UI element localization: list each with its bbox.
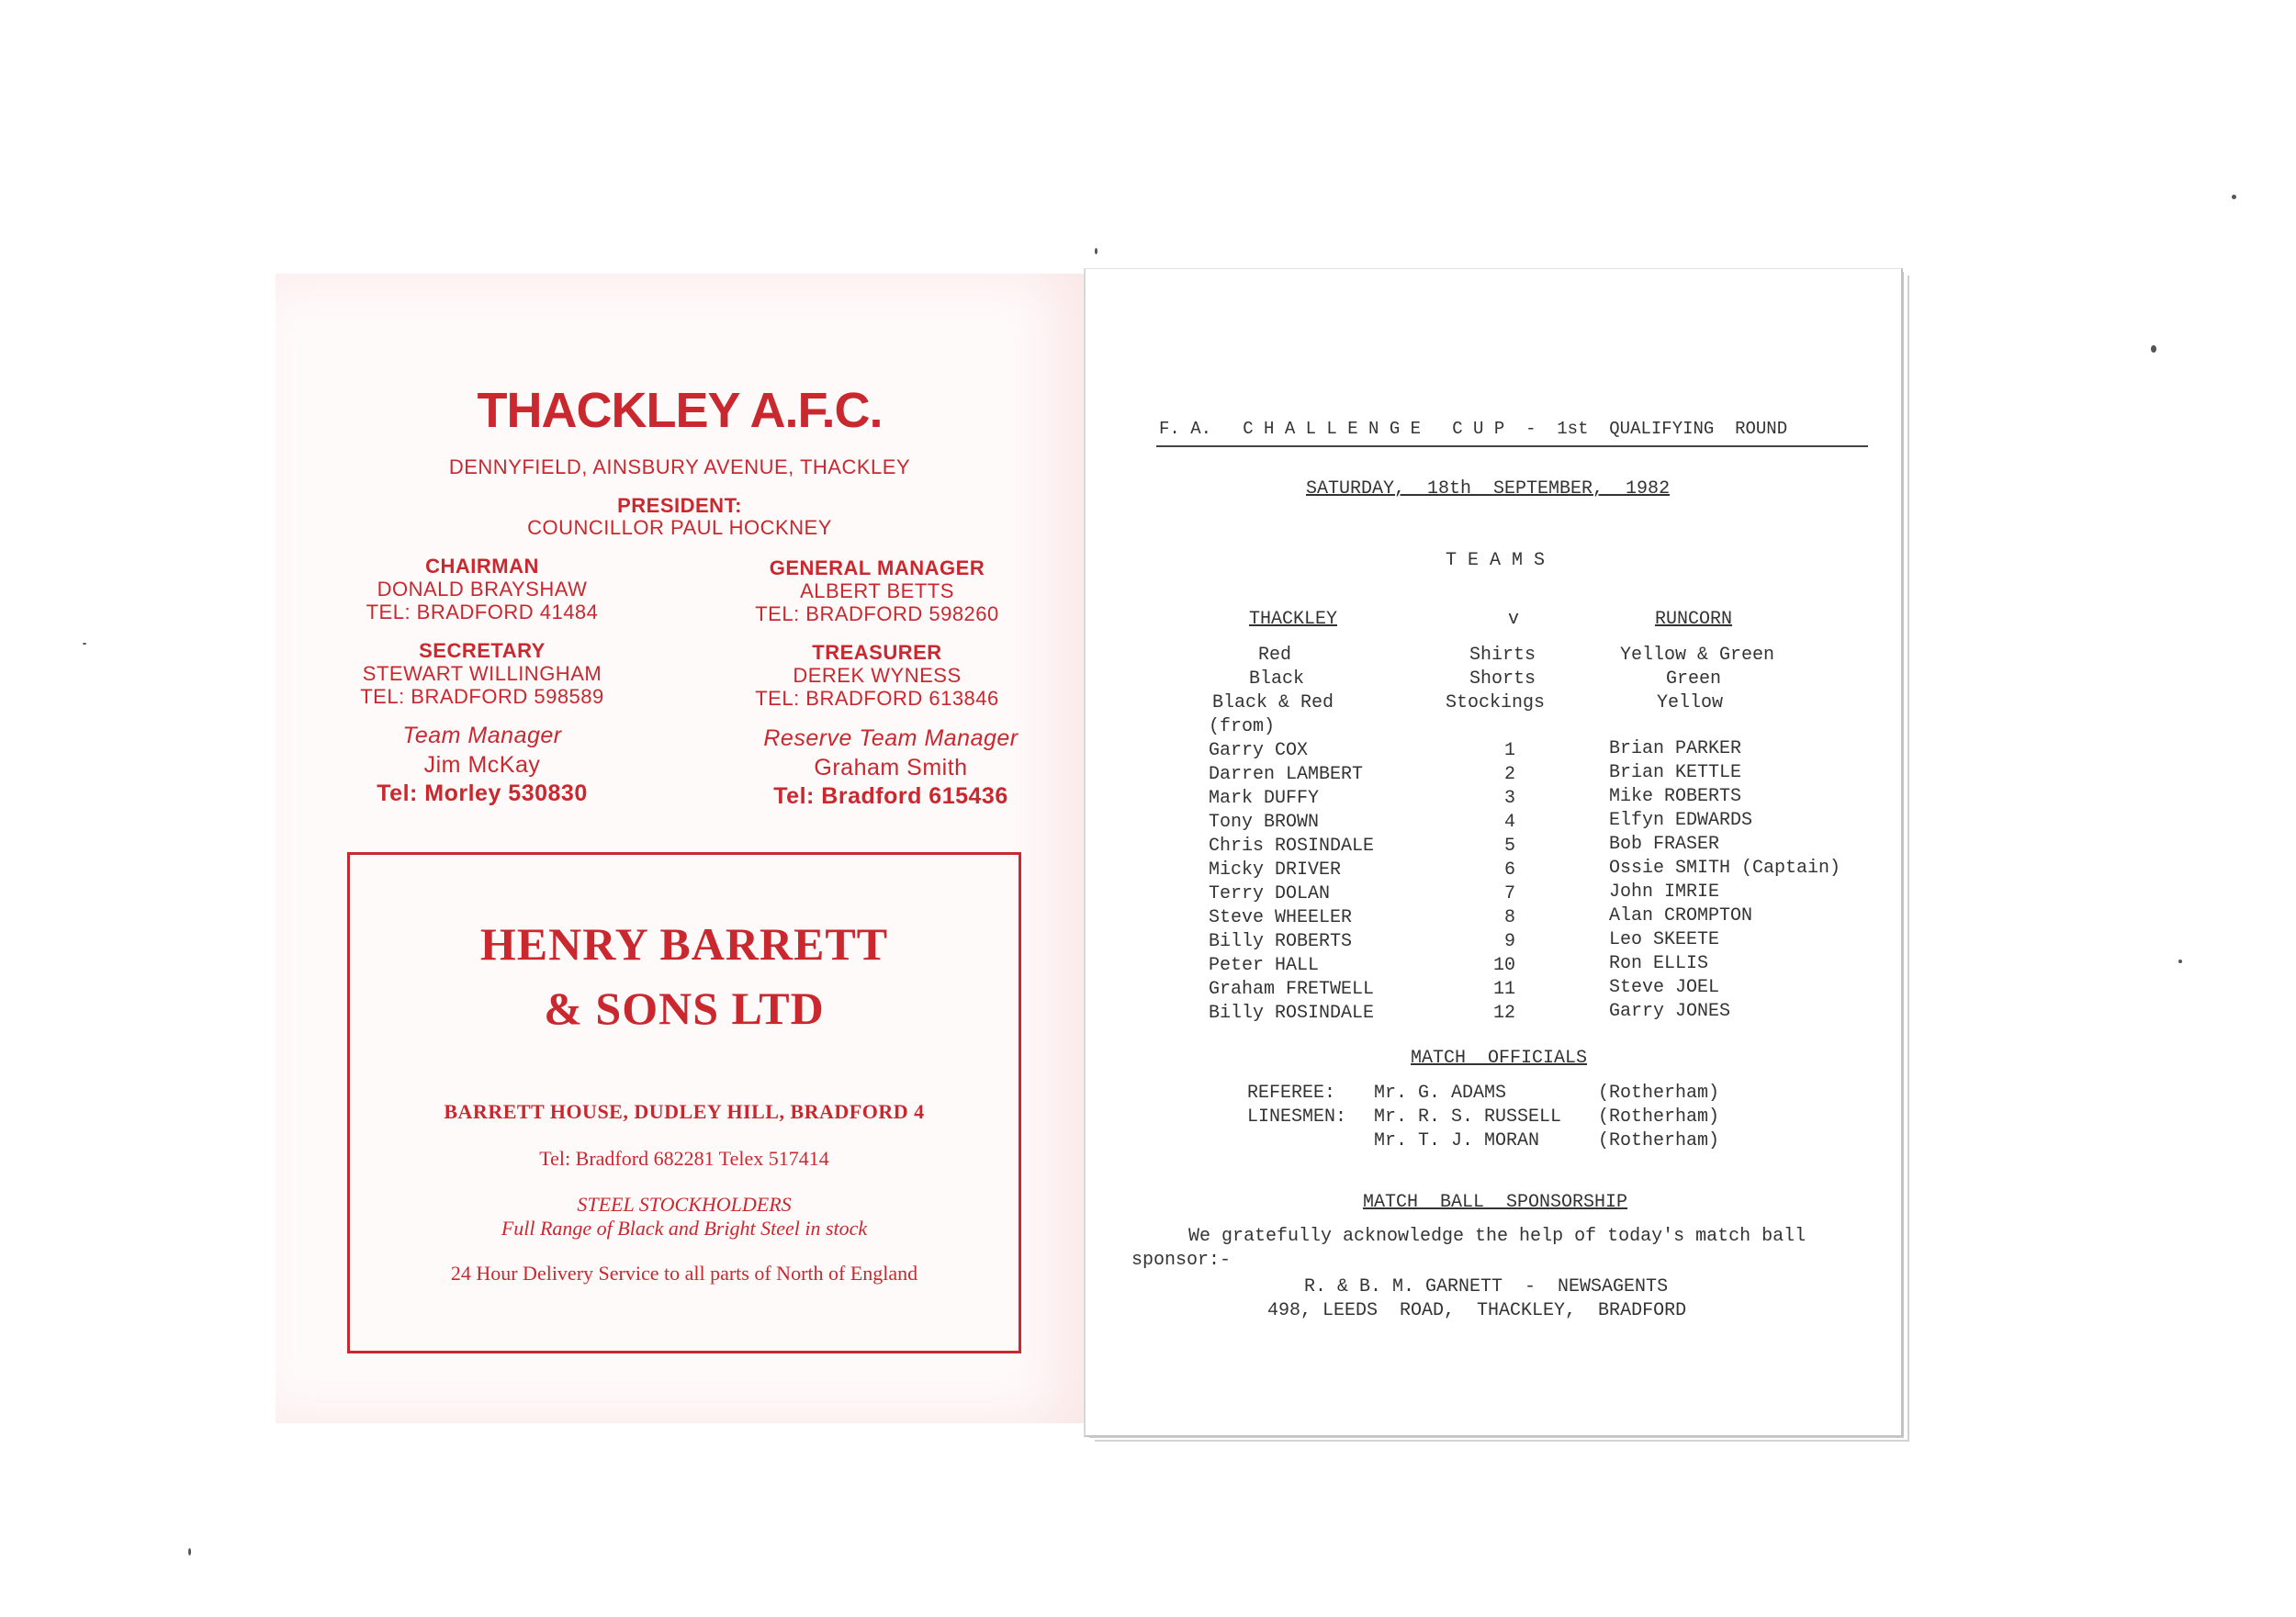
scan-speck — [2151, 345, 2156, 353]
home-player: Peter HALL — [1209, 955, 1320, 976]
shirt-number: 8 — [1504, 907, 1516, 928]
away-player: Brian KETTLE — [1609, 762, 1742, 783]
home-player: Steve WHEELER — [1209, 907, 1353, 928]
shirt-number: 4 — [1504, 812, 1516, 833]
secretary-tel: TEL: BRADFORD 598589 — [360, 685, 604, 708]
linesmen-label: LINESMEN: — [1247, 1106, 1347, 1128]
versus: v — [1508, 609, 1520, 630]
away-player: Garry JONES — [1609, 1001, 1731, 1022]
home-team-name: THACKLEY — [1249, 609, 1338, 630]
scan-speck — [2232, 195, 2236, 199]
secretary-name: STEWART WILLINGHAM — [362, 662, 602, 685]
shirt-number: 11 — [1493, 979, 1516, 1000]
away-player: Ossie SMITH (Captain) — [1609, 858, 1841, 879]
referee-name: Mr. G. ADAMS — [1374, 1083, 1507, 1104]
reserve-manager-role: Reserve Team Manager — [763, 725, 1019, 751]
away-team-name: RUNCORN — [1655, 609, 1733, 630]
away-player: Alan CROMPTON — [1609, 905, 1753, 926]
shirt-number: 10 — [1493, 955, 1516, 976]
chairman-tel: TEL: BRADFORD 41484 — [366, 601, 599, 623]
home-player: Garry COX — [1209, 740, 1309, 761]
president-name: COUNCILLOR PAUL HOCKNEY — [527, 516, 832, 539]
home-player: Chris ROSINDALE — [1209, 836, 1375, 857]
linesman-from: (Rotherham) — [1598, 1106, 1720, 1128]
shirt-number: 5 — [1504, 836, 1516, 857]
home-kit-stockings: Black & Red — [1212, 692, 1334, 713]
advert-title-line1: HENRY BARRETT — [479, 918, 889, 970]
home-kit-shirts: Red — [1258, 645, 1292, 666]
sponsor-address: 498, LEEDS ROAD, THACKLEY, BRADFORD — [1267, 1300, 1687, 1321]
home-kit-shorts: Black — [1249, 668, 1305, 690]
home-player: Mark DUFFY — [1209, 788, 1320, 809]
team-manager-role: Team Manager — [402, 723, 562, 748]
shirt-number: 3 — [1504, 788, 1516, 809]
home-player: Darren LAMBERT — [1209, 764, 1364, 785]
away-player: John IMRIE — [1609, 881, 1720, 903]
advert-tel: Tel: Bradford 682281 Telex 517414 — [539, 1147, 829, 1170]
away-player: Steve JOEL — [1609, 977, 1720, 998]
sponsor-name: R. & B. M. GARNETT - NEWSAGENTS — [1304, 1276, 1669, 1297]
treasurer-tel: TEL: BRADFORD 613846 — [755, 687, 999, 710]
advert-line2: Full Range of Black and Bright Steel in stock — [501, 1217, 868, 1240]
linesman-name: Mr. R. S. RUSSELL — [1374, 1106, 1562, 1128]
competition-heading: F. A. C H A L L E N G E C U P - 1st QUALIFYING ROUND — [1159, 419, 1788, 439]
reserve-manager-name: Graham Smith — [814, 755, 968, 780]
home-player: Terry DOLAN — [1209, 883, 1331, 904]
reserve-manager-tel: Tel: Bradford 615436 — [773, 783, 1008, 809]
club-name: THACKLEY A.F.C. — [477, 383, 883, 438]
away-player: Leo SKEETE — [1609, 929, 1720, 950]
team-manager-tel: Tel: Morley 530830 — [377, 780, 588, 806]
linesman-from: (Rotherham) — [1598, 1130, 1720, 1151]
chairman-role: CHAIRMAN — [425, 555, 539, 578]
shirt-number: 2 — [1504, 764, 1516, 785]
advert-line3: 24 Hour Delivery Service to all parts of North of England — [450, 1262, 918, 1285]
shirt-number: 12 — [1493, 1003, 1516, 1024]
ground-address: DENNYFIELD, AINSBURY AVENUE, THACKLEY — [448, 455, 911, 478]
away-player: Mike ROBERTS — [1609, 786, 1742, 807]
general-manager-name: ALBERT BETTS — [800, 579, 954, 602]
away-kit-shirts: Yellow & Green — [1620, 645, 1775, 666]
scan-speck — [2178, 960, 2182, 963]
away-player: Elfyn EDWARDS — [1609, 810, 1753, 831]
chairman-name: DONALD BRAYSHAW — [377, 578, 588, 601]
away-player: Ron ELLIS — [1609, 953, 1709, 974]
scan-speck — [188, 1548, 191, 1555]
advert-line1: STEEL STOCKHOLDERS — [577, 1193, 792, 1216]
linesman-name: Mr. T. J. MORAN — [1374, 1130, 1540, 1151]
kit-item-shirts: Shirts — [1469, 645, 1536, 666]
home-player: Graham FRETWELL — [1209, 979, 1375, 1000]
team-manager-name: Jim McKay — [423, 752, 541, 778]
treasurer-role: TREASURER — [812, 641, 942, 664]
president-label: PRESIDENT: — [617, 494, 742, 517]
away-kit-shorts: Green — [1666, 668, 1722, 690]
secretary-role: SECRETARY — [419, 639, 546, 662]
from-label: (from) — [1209, 716, 1276, 737]
scan-speck — [1095, 248, 1097, 254]
treasurer-name: DEREK WYNESS — [793, 664, 962, 687]
home-player: Micky DRIVER — [1209, 859, 1342, 881]
left-page — [276, 274, 1084, 1423]
sponsor-text: We gratefully acknowledge the help of today's match ball — [1188, 1226, 1806, 1247]
shirt-number: 6 — [1504, 859, 1516, 881]
right-page — [1084, 268, 1903, 1437]
away-kit-stockings: Yellow — [1657, 692, 1724, 713]
general-manager-role: GENERAL MANAGER — [769, 556, 985, 579]
home-player: Billy ROBERTS — [1209, 931, 1353, 952]
sponsor-text-2: sponsor:- — [1131, 1250, 1232, 1271]
shirt-number: 9 — [1504, 931, 1516, 952]
sponsor-heading: MATCH BALL SPONSORSHIP — [1363, 1192, 1628, 1213]
home-player: Billy ROSINDALE — [1209, 1003, 1375, 1024]
advert-address: BARRETT HOUSE, DUDLEY HILL, BRADFORD 4 — [444, 1100, 925, 1123]
shirt-number: 1 — [1504, 740, 1516, 761]
scan-speck — [83, 643, 86, 645]
referee-from: (Rotherham) — [1598, 1083, 1720, 1104]
kit-item-shorts: Shorts — [1469, 668, 1536, 690]
away-player: Brian PARKER — [1609, 738, 1742, 759]
henry-barrett-advert — [347, 852, 1021, 1353]
general-manager-tel: TEL: BRADFORD 598260 — [755, 602, 999, 625]
officials-heading: MATCH OFFICIALS — [1411, 1048, 1588, 1069]
home-player: Tony BROWN — [1209, 812, 1320, 833]
away-player: Bob FRASER — [1609, 834, 1720, 855]
referee-label: REFEREE: — [1247, 1083, 1336, 1104]
teams-heading: T E A M S — [1446, 550, 1546, 571]
shirt-number: 7 — [1504, 883, 1516, 904]
match-date: SATURDAY, 18th SEPTEMBER, 1982 — [1306, 478, 1671, 500]
advert-title-line2: & SONS LTD — [544, 983, 825, 1034]
kit-item-stockings: Stockings — [1446, 692, 1546, 713]
